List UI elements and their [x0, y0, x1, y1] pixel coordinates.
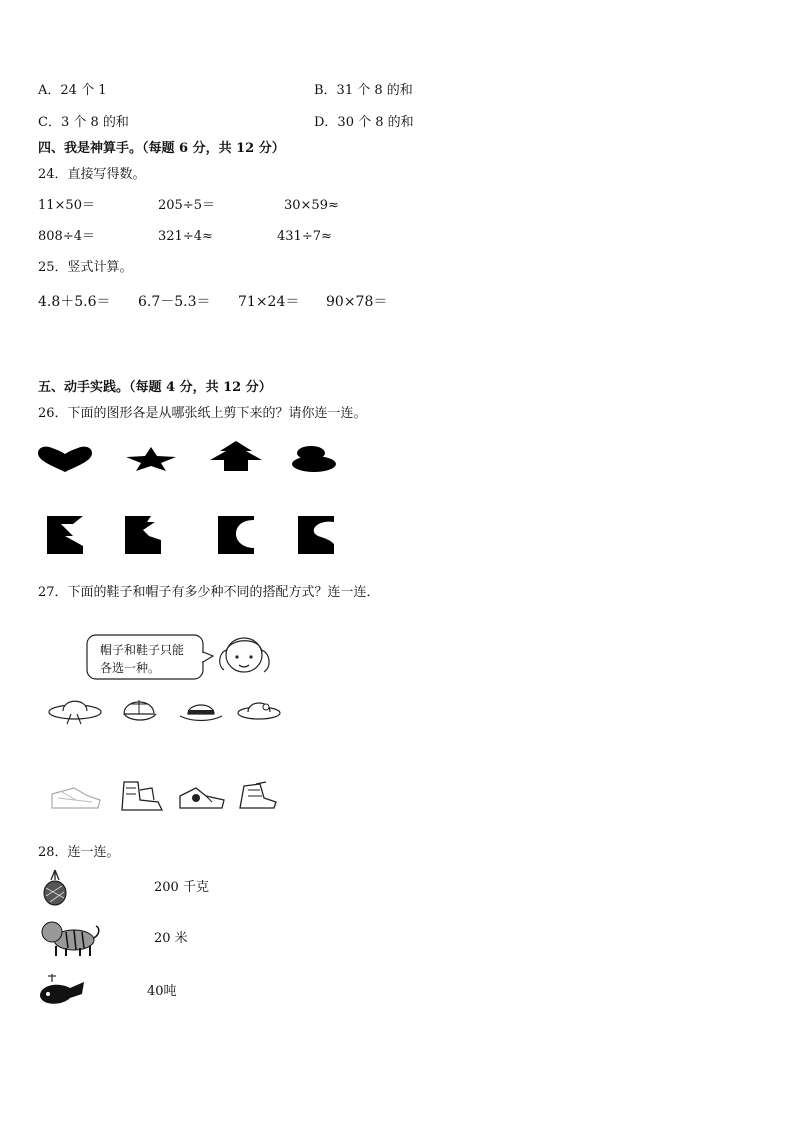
whale-icon	[38, 970, 88, 1010]
q27-label: 27．下面的鞋子和帽子有多少种不同的搭配方式？连一连．	[38, 585, 380, 600]
q24-label: 24．直接写得数。	[38, 167, 146, 182]
star-shape	[126, 447, 176, 471]
q24-item: 431÷7≈	[277, 229, 332, 244]
q28-label: 28．连一连。	[38, 845, 120, 860]
paper-with-cut-2	[125, 516, 161, 554]
bubble-text-line2: 各选一种。	[100, 661, 161, 675]
paper-with-cut-1	[47, 516, 83, 554]
tree-arrow-shape	[208, 441, 264, 471]
weight-label: 40吨	[147, 984, 177, 999]
bubble-text-line1: 帽子和鞋子只能	[100, 643, 185, 657]
option-a: A．24 个 1	[38, 83, 107, 98]
q24-item: 205÷5＝	[158, 198, 215, 213]
high-top-shoes-icon	[236, 780, 280, 812]
girl-icon	[214, 630, 276, 682]
weight-label: 20 米	[154, 931, 188, 946]
option-b: B．31 个 8 的和	[314, 83, 413, 98]
option-c: C．3 个 8 的和	[38, 115, 129, 130]
weight-label: 200 千克	[154, 880, 209, 895]
cap-icon	[120, 694, 160, 726]
q24-item: 321÷4≈	[158, 229, 213, 244]
boots-icon	[118, 778, 166, 814]
pineapple-icon	[40, 868, 70, 906]
q25-item: 90×78＝	[326, 294, 388, 310]
section-4-heading: 四、我是神算手。（每题 6 分，共 12 分）	[38, 141, 285, 156]
q25-item: 4.8＋5.6＝	[38, 294, 111, 310]
q24-item: 11×50＝	[38, 198, 95, 213]
paper-with-cut-4	[298, 516, 334, 554]
paper-with-cut-3	[218, 516, 254, 554]
wide-brim-hat-icon	[47, 694, 103, 726]
q25-item: 71×24＝	[238, 294, 300, 310]
section-5-heading: 五、动手实践。（每题 4 分，共 12 分）	[38, 380, 272, 395]
fedora-hat-icon	[178, 696, 224, 724]
option-d: D．30 个 8 的和	[314, 115, 414, 130]
q26-label: 26．下面的图形各是从哪张纸上剪下来的？请你连一连。	[38, 406, 367, 421]
q24-item: 30×59≈	[284, 198, 339, 213]
sneaker-icon	[48, 782, 102, 812]
q25-item: 6.7－5.3＝	[138, 294, 211, 310]
flower-sun-hat-icon	[236, 694, 282, 724]
sport-shoes-icon	[176, 782, 228, 812]
stacked-oval-shape	[291, 446, 337, 472]
q24-item: 808÷4＝	[38, 229, 95, 244]
q25-label: 25．竖式计算。	[38, 260, 133, 275]
heart-shape	[38, 446, 92, 472]
tiger-icon	[36, 916, 102, 958]
